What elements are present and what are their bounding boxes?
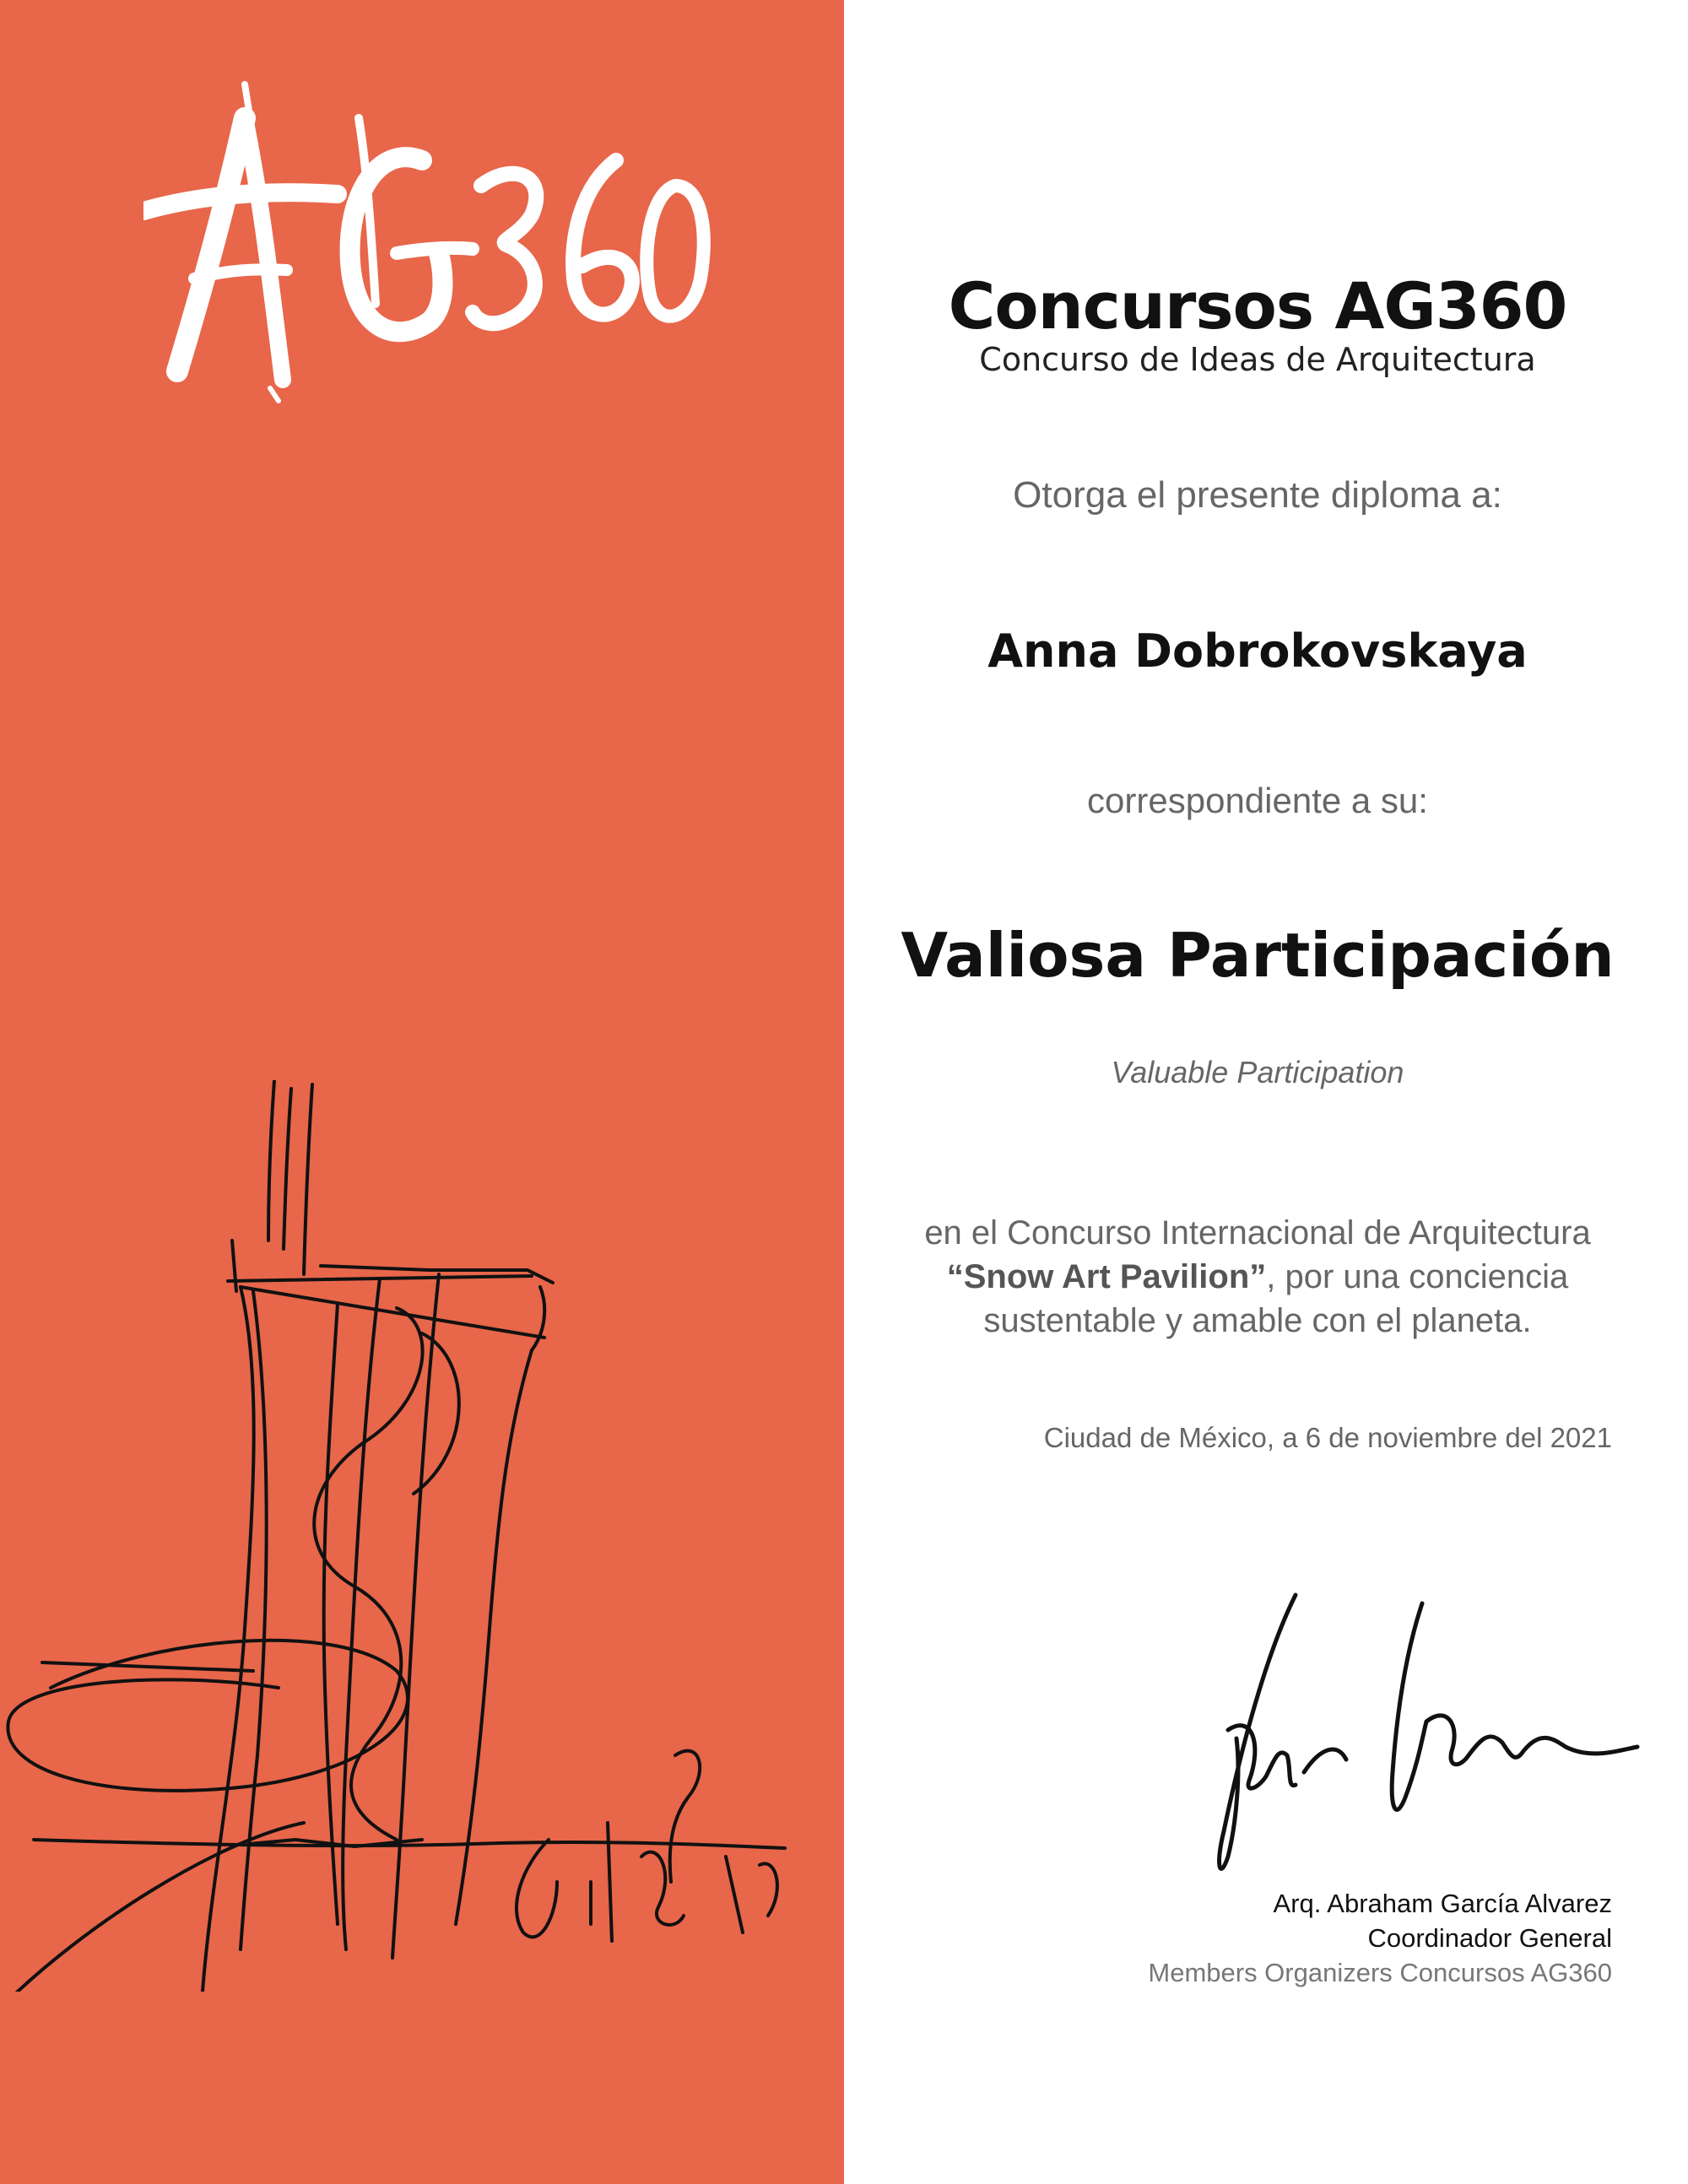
signer-role: Coordinador General bbox=[1367, 1923, 1612, 1953]
award-title-en: Valuable Participation bbox=[1111, 1055, 1404, 1089]
handwritten-signature bbox=[1169, 1578, 1642, 1890]
correspond-line: correspondiente a su: bbox=[1087, 781, 1428, 820]
recipient-name: Anna Dobrokovskaya bbox=[987, 624, 1528, 678]
award-title: Valiosa Participación bbox=[901, 920, 1615, 991]
page-subtitle: Concurso de Ideas de Arquitectura bbox=[979, 341, 1536, 378]
page-title: Concursos AG360 bbox=[948, 268, 1567, 343]
signer-block bbox=[1148, 1886, 1612, 1990]
signer-name: Arq. Abraham García Alvarez bbox=[1273, 1889, 1612, 1918]
architectural-sketch-icon bbox=[0, 1080, 810, 1992]
award-description bbox=[844, 1211, 1671, 1343]
desc-line-3: sustentable y amable con el planeta. bbox=[983, 1302, 1532, 1339]
desc-line-2-rest: , por una conciencia bbox=[1266, 1258, 1569, 1295]
grant-line: Otorga el presente diploma a: bbox=[1013, 474, 1502, 516]
desc-line-2 bbox=[844, 1255, 1671, 1299]
project-name: “Snow Art Pavilion” bbox=[946, 1258, 1267, 1295]
right-content-panel bbox=[844, 0, 1688, 2184]
signer-org: Members Organizers Concursos AG360 bbox=[1148, 1958, 1612, 1987]
date-line: Ciudad de México, a 6 de noviembre del 2021 bbox=[1043, 1422, 1612, 1453]
desc-line-1: en el Concurso Internacional de Arquitectura bbox=[924, 1214, 1591, 1251]
ag360-logo bbox=[143, 68, 717, 405]
